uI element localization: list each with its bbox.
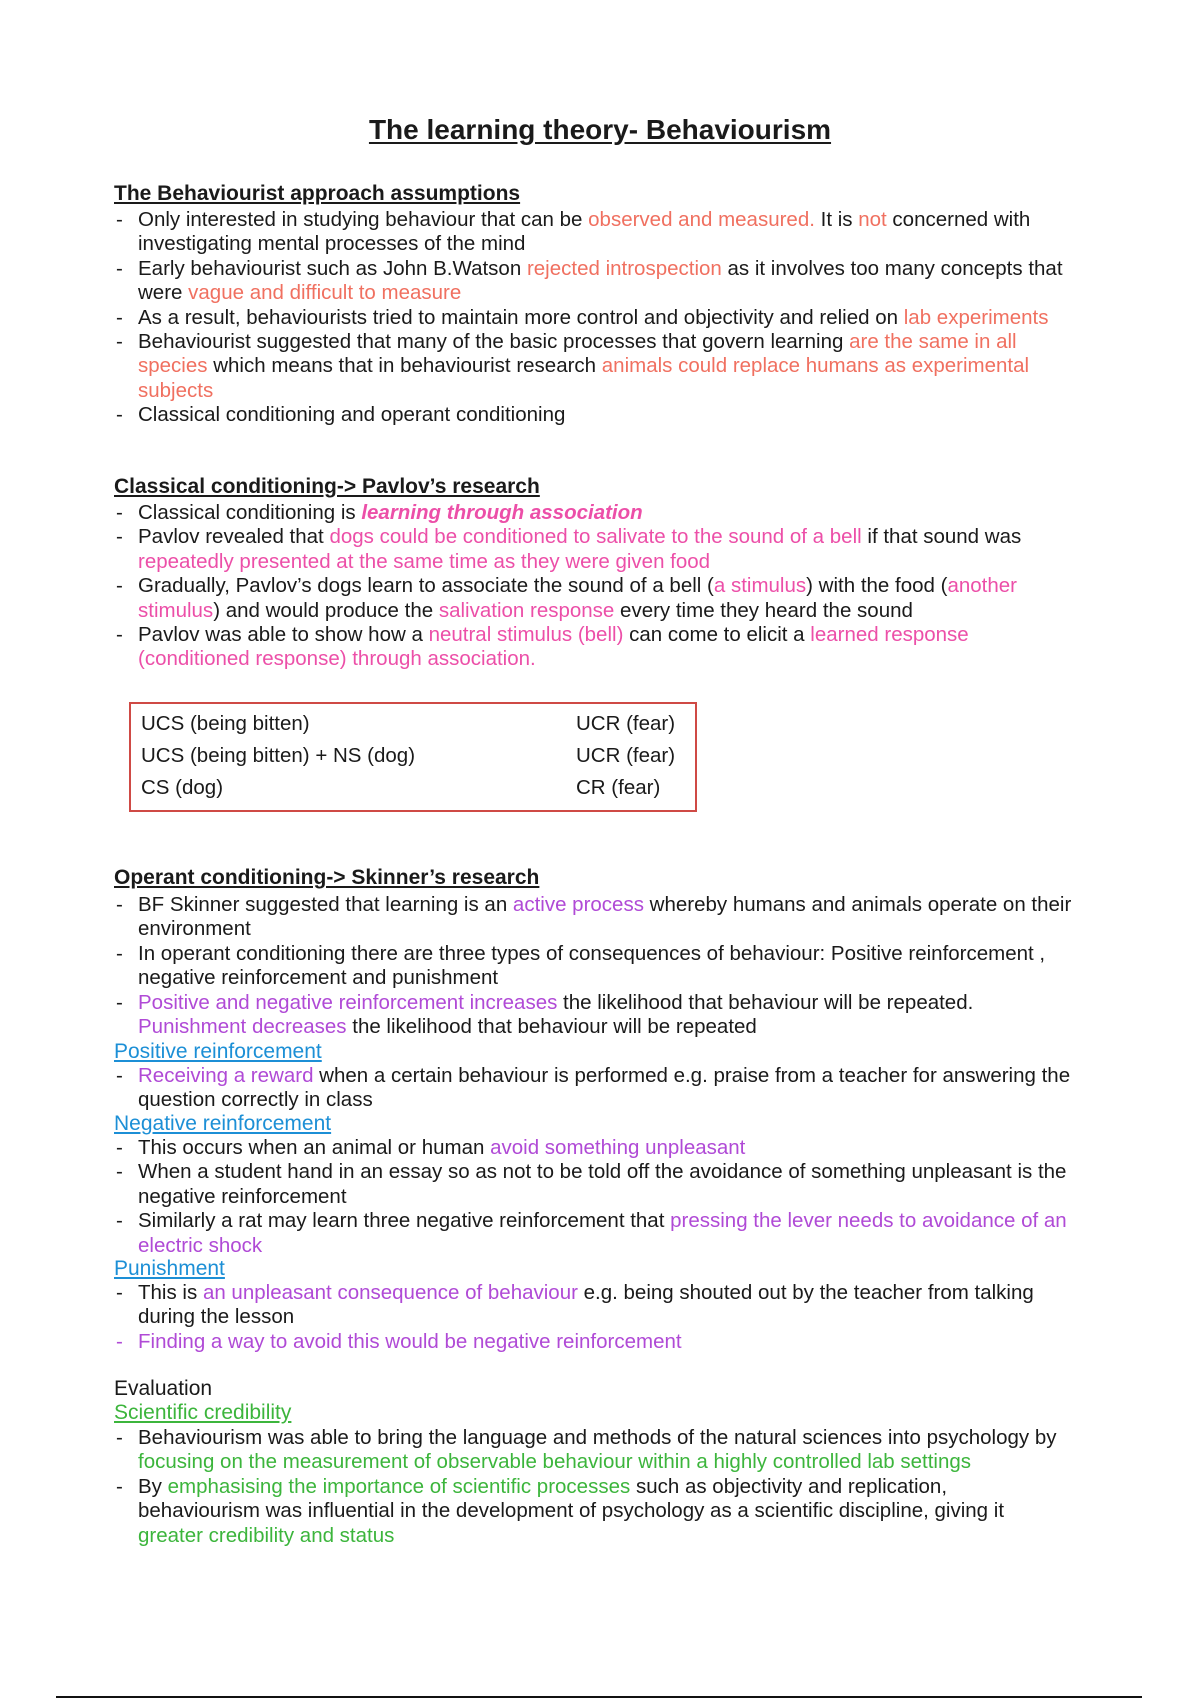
list-item: - Similarly a rat may learn three negative reinforcement that pressing the lever needs to avoidance of an electric shock bbox=[114, 1209, 1074, 1258]
punishment-heading: Punishment bbox=[114, 1257, 225, 1280]
evaluation-list bbox=[114, 1426, 1074, 1548]
list-item: - Classical conditioning is learning through association bbox=[114, 501, 1074, 525]
list-item: - Receiving a reward when a certain behaviour is performed e.g. praise from a teacher for answering the question correctly in class bbox=[114, 1064, 1074, 1113]
list-item: - Classical conditioning and operant conditioning bbox=[114, 403, 1074, 427]
list-item: - As a result, behaviourists tried to maintain more control and objectivity and relied on lab experiments bbox=[114, 306, 1074, 330]
list-item: - Finding a way to avoid this would be negative reinforcement bbox=[114, 1330, 1074, 1354]
positive-reinforcement-heading: Positive reinforcement bbox=[114, 1040, 322, 1063]
list-item: - In operant conditioning there are three types of consequences of behaviour: Positive reinforcement , negative reinforcement and punishment bbox=[114, 942, 1074, 991]
list-item: - Pavlov was able to show how a neutral stimulus (bell) can come to elicit a learned response (conditioned response) through association. bbox=[114, 623, 1074, 672]
list-item: - This occurs when an animal or human avoid something unpleasant bbox=[114, 1136, 1074, 1160]
assumptions-heading: The Behaviourist approach assumptions bbox=[114, 182, 521, 205]
list-item: - When a student hand in an essay so as not to be told off the avoidance of something unpleasant is the negative reinforcement bbox=[114, 1160, 1074, 1209]
page-title: The learning theory- Behaviourism bbox=[368, 114, 832, 145]
punishment-list bbox=[114, 1281, 1074, 1354]
list-item: - Early behaviourist such as John B.Watson rejected introspection as it involves too many concepts that were vague and difficult to measure bbox=[114, 257, 1074, 306]
positive-reinforcement-list bbox=[114, 1064, 1074, 1113]
classical-conditioning-list bbox=[114, 501, 1074, 672]
assumptions-list bbox=[114, 208, 1074, 428]
operant-conditioning-list bbox=[114, 893, 1074, 1039]
box-row: CS (dog) CR (fear) bbox=[141, 776, 661, 799]
list-item: - Positive and negative reinforcement increases the likelihood that behaviour will be repeated. Punishment decreases the likelihood that behaviour will be repeated bbox=[114, 991, 1074, 1040]
bottom-divider bbox=[56, 1696, 1142, 1698]
scientific-credibility-heading: Scientific credibility bbox=[114, 1401, 292, 1424]
list-item: - Behaviourist suggested that many of the basic processes that govern learning are the same in all species which means that in behaviourist research animals could replace humans as experimental subjects bbox=[114, 330, 1074, 403]
evaluation-label: Evaluation bbox=[114, 1377, 213, 1400]
list-item: - By emphasising the importance of scientific processes such as objectivity and replication, behaviourism was influential in the development of psychology as a scientific discipline, giving it greater credibility and status bbox=[114, 1475, 1074, 1548]
list-item: - This is an unpleasant consequence of behaviour e.g. being shouted out by the teacher from talking during the lesson bbox=[114, 1281, 1074, 1330]
classical-conditioning-heading: Classical conditioning-> Pavlov’s research bbox=[114, 475, 540, 498]
box-row: UCS (being bitten) + NS (dog) UCR (fear) bbox=[141, 744, 676, 767]
list-item: - Gradually, Pavlov’s dogs learn to associate the sound of a bell (a stimulus) with the food (another stimulus) and would produce the salivation response every time they heard the sound bbox=[114, 574, 1074, 623]
list-item: - BF Skinner suggested that learning is an active process whereby humans and animals operate on their environment bbox=[114, 893, 1074, 942]
negative-reinforcement-list bbox=[114, 1136, 1074, 1258]
box-row: UCS (being bitten) UCR (fear) bbox=[141, 712, 676, 735]
list-item: - Pavlov revealed that dogs could be conditioned to salivate to the sound of a bell if that sound was repeatedly presented at the same time as they were given food bbox=[114, 525, 1074, 574]
conditioning-summary-box bbox=[129, 702, 697, 812]
operant-conditioning-heading: Operant conditioning-> Skinner’s research bbox=[114, 866, 540, 889]
negative-reinforcement-heading: Negative reinforcement bbox=[114, 1112, 332, 1135]
list-item: - Behaviourism was able to bring the language and methods of the natural sciences into psychology by focusing on the measurement of observable behaviour within a highly controlled lab settings bbox=[114, 1426, 1074, 1475]
list-item: - Only interested in studying behaviour that can be observed and measured. It is not concerned with investigating mental processes of the mind bbox=[114, 208, 1074, 257]
